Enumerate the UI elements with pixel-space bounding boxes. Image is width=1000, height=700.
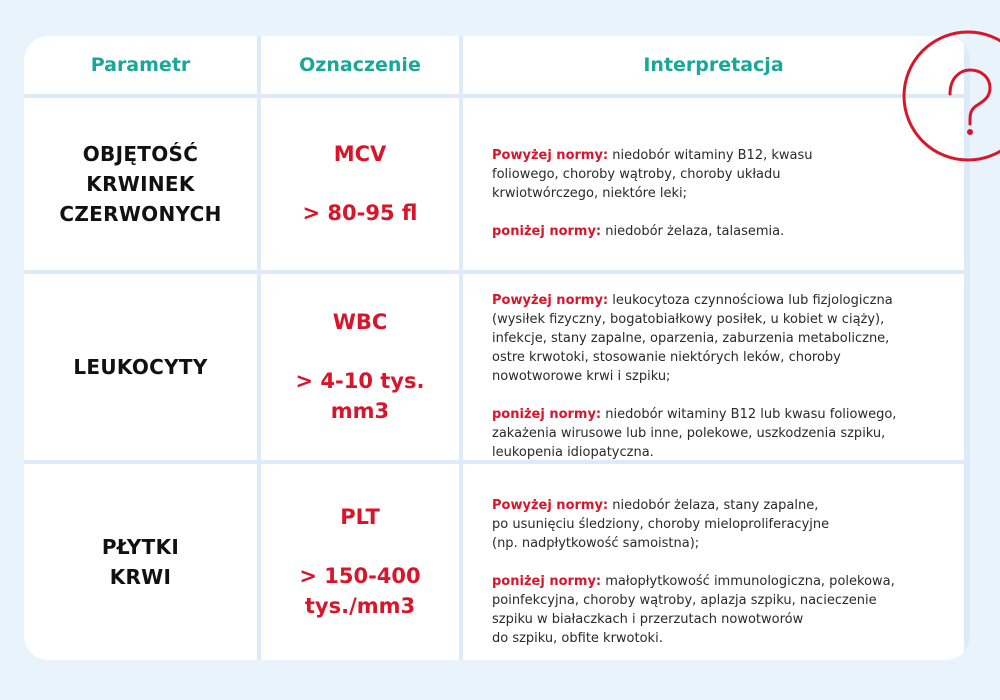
row-wbc-code xyxy=(261,274,459,460)
above-norm-label: Powyżej normy: xyxy=(492,148,609,163)
code-abbreviation: WBC xyxy=(332,310,388,334)
parameter-line: CZERWONYCH xyxy=(59,202,222,226)
row-wbc-parameter xyxy=(24,274,257,460)
parameters-table-card xyxy=(24,36,970,660)
row-mcv-code xyxy=(261,98,459,270)
above-norm-text: leukocytoza czynnościowa lub fizjologiczna (wysiłek fizyczny, bogatobiałkowy posiłek, u kobiet w ciąży), infekcje, stany zapalne, oparzenia, zaburzenia metaboliczne, ostre krwotoki, stosowanie niektórych leków, choroby nowotworowe krwi i szpiku; xyxy=(492,293,893,384)
question-mark-circle-icon xyxy=(902,28,1000,164)
header-parametr: Parametr xyxy=(24,36,257,94)
above-norm-text: niedobór żelaza, stany zapalne, po usunięciu śledziony, choroby mieloproliferacyjne (np. nadpłytkowość samoistna); xyxy=(492,497,830,551)
below-norm-label: poniżej normy: xyxy=(492,573,602,589)
parameter-line: LEUKOCYTY xyxy=(73,355,208,379)
parameter-line: KRWI xyxy=(109,565,172,589)
above-norm-text: niedobór witaminy B12, kwasu foliowego, choroby wątroby, choroby układu krwiotwórczego, niektóre leki; xyxy=(492,148,813,201)
code-range: > 150-400 tys./mm3 xyxy=(299,564,421,618)
header-interpretacja: Interpretacja xyxy=(463,36,964,94)
below-norm-label: poniżej normy: xyxy=(492,407,602,422)
below-norm-text: niedobór witaminy B12 lub kwasu foliowego, zakażenia wirusowe lub inne, polekowe, uszkodzenia szpiku, leukopenia idiopatyczna. xyxy=(492,407,897,460)
row-mcv-parameter xyxy=(24,98,257,270)
row-mcv-interpretation xyxy=(463,98,964,270)
row-wbc-interpretation xyxy=(463,274,964,460)
code-abbreviation: PLT xyxy=(340,505,380,529)
above-norm-label: Powyżej normy: xyxy=(492,293,609,308)
code-abbreviation: MCV xyxy=(333,142,387,166)
parameter-line: PŁYTKI xyxy=(101,535,180,559)
above-norm-label: Powyżej normy: xyxy=(492,497,609,513)
row-plt-interpretation xyxy=(463,464,964,660)
parameter-line: KRWINEK xyxy=(86,172,195,196)
parameter-line: OBJĘTOŚĆ xyxy=(82,142,199,166)
below-norm-text: niedobór żelaza, talasemia. xyxy=(601,224,785,239)
code-range: > 80-95 fl xyxy=(302,201,418,225)
header-oznaczenie: Oznaczenie xyxy=(261,36,459,94)
below-norm-text: małopłytkowość immunologiczna, polekowa, poinfekcyjna, choroby wątroby, aplazja szpiku, nacieczenie szpiku w białaczkach i przerzutach nowotworów do szpiku, obfite krwotoki. xyxy=(492,573,895,646)
row-plt-code xyxy=(261,464,459,660)
parameters-table xyxy=(24,36,970,660)
code-range: > 4-10 tys. mm3 xyxy=(295,369,425,423)
below-norm-label: poniżej normy: xyxy=(492,224,602,239)
row-plt-parameter xyxy=(24,464,257,660)
